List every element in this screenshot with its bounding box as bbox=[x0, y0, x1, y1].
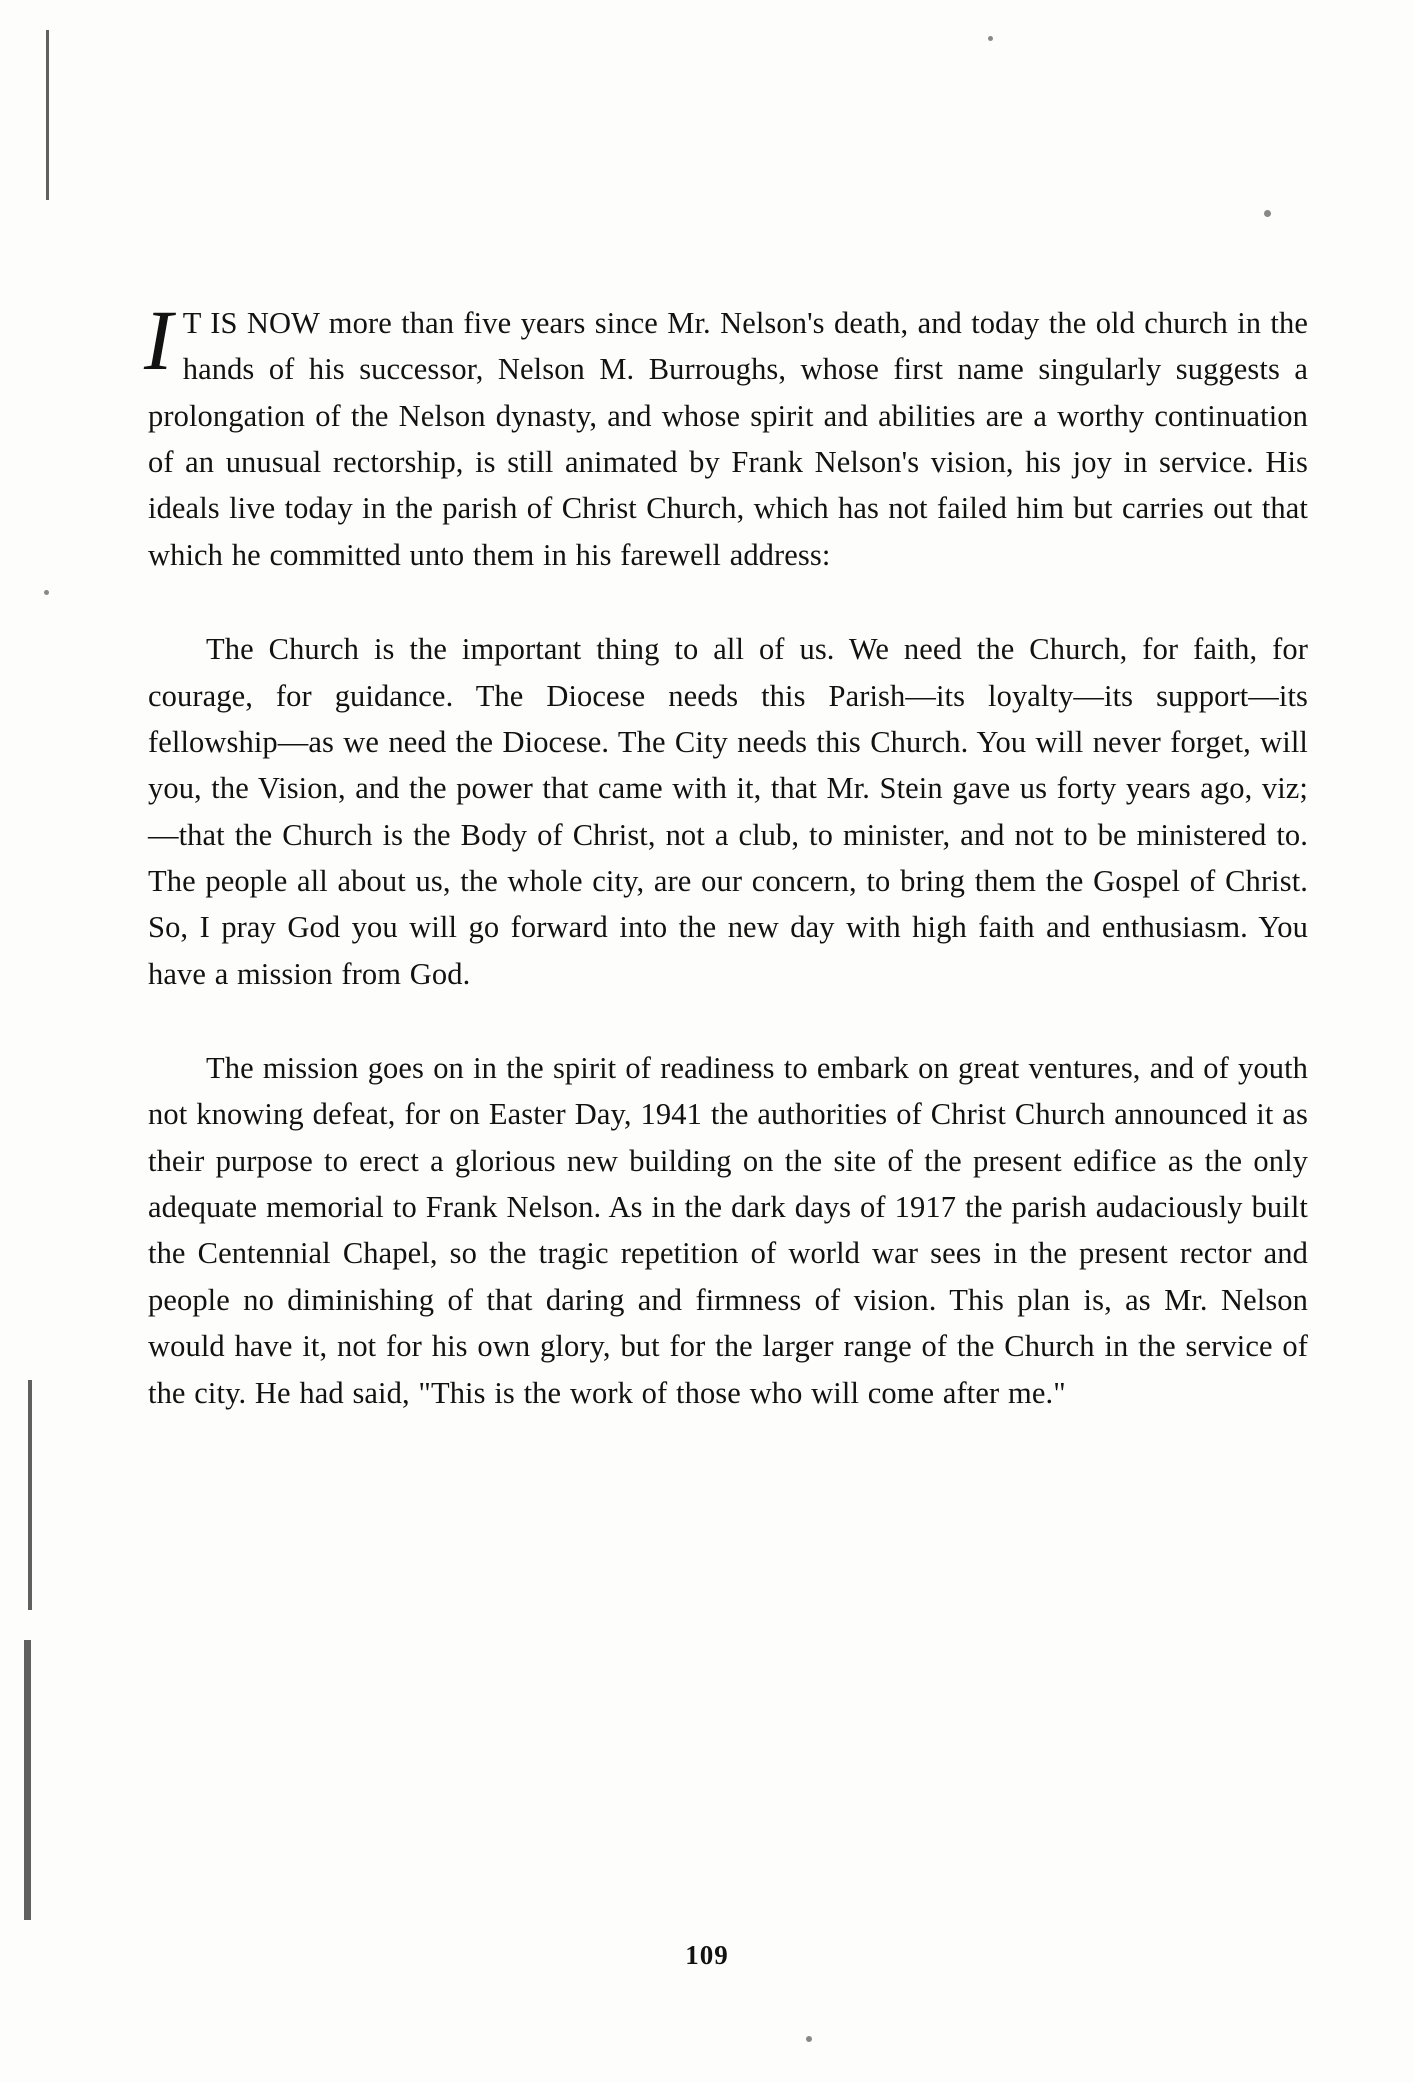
drop-cap-letter: I bbox=[144, 292, 173, 388]
paragraph-2: The Church is the important thing to all of us. We need the Church, for faith, for courage, for guidance. The Diocese needs this Parish—its loyalty—its support—its fellowship—as we need the Diocese. The City needs this Church. You will never forget, will you, the Vision, and the power that came with it, that Mr. Stein gave us forty years ago, viz;—that the Church is the Body of Christ, not a club, to minister, and not to be ministered to. The people all about us, the whole city, are our concern, to bring them the Gospel of Christ. So, I pray God you will go forward into the new day with high faith and enthusiasm. You have a mission from God. bbox=[148, 632, 1308, 991]
scan-speck-bottom bbox=[806, 2036, 812, 2042]
paragraph-1-text: T IS NOW more than five years since Mr. Nelson's death, and today the old church in the hands of his successor, Nelson M. Burroughs, whose first name singularly suggests a prolongation of the Nelson dynasty, and whose spirit and abilities are a worthy continuation of an unusual rectorship, is still animated by Frank Nelson's vision, his joy in service. His ideals live today in the parish of Christ Church, which has not failed him but carries out that which he committed unto them in his farewell address: bbox=[148, 306, 1308, 572]
scan-artifact-gutter-lower bbox=[24, 1640, 31, 1920]
paragraph-1 bbox=[144, 292, 1308, 578]
scan-speck-left-mid bbox=[44, 590, 49, 595]
page-number: 109 bbox=[685, 1940, 729, 1970]
scan-speck-top-center bbox=[988, 36, 993, 41]
paragraph-3: The mission goes on in the spirit of readiness to embark on great ventures, and of youth not knowing defeat, for on Easter Day, 1941 the authorities of Christ Church announced it as their purpose to erect a glorious new building on the site of the present edifice as the only adequate memorial to Frank Nelson. As in the dark days of 1917 the parish audaciously built the Centennial Chapel, so the tragic repetition of world war sees in the present rector and people no diminishing of that daring and firmness of vision. This plan is, as Mr. Nelson would have it, not for his own glory, but for the larger range of the Church in the service of the city. He had said, "This is the work of those who will come after me." bbox=[148, 1051, 1308, 1410]
body-text-column bbox=[144, 292, 1308, 1464]
scan-artifact-gutter-mid bbox=[28, 1380, 32, 1610]
scan-speck-top-right bbox=[1264, 210, 1271, 217]
scan-artifact-gutter-top bbox=[46, 30, 49, 200]
